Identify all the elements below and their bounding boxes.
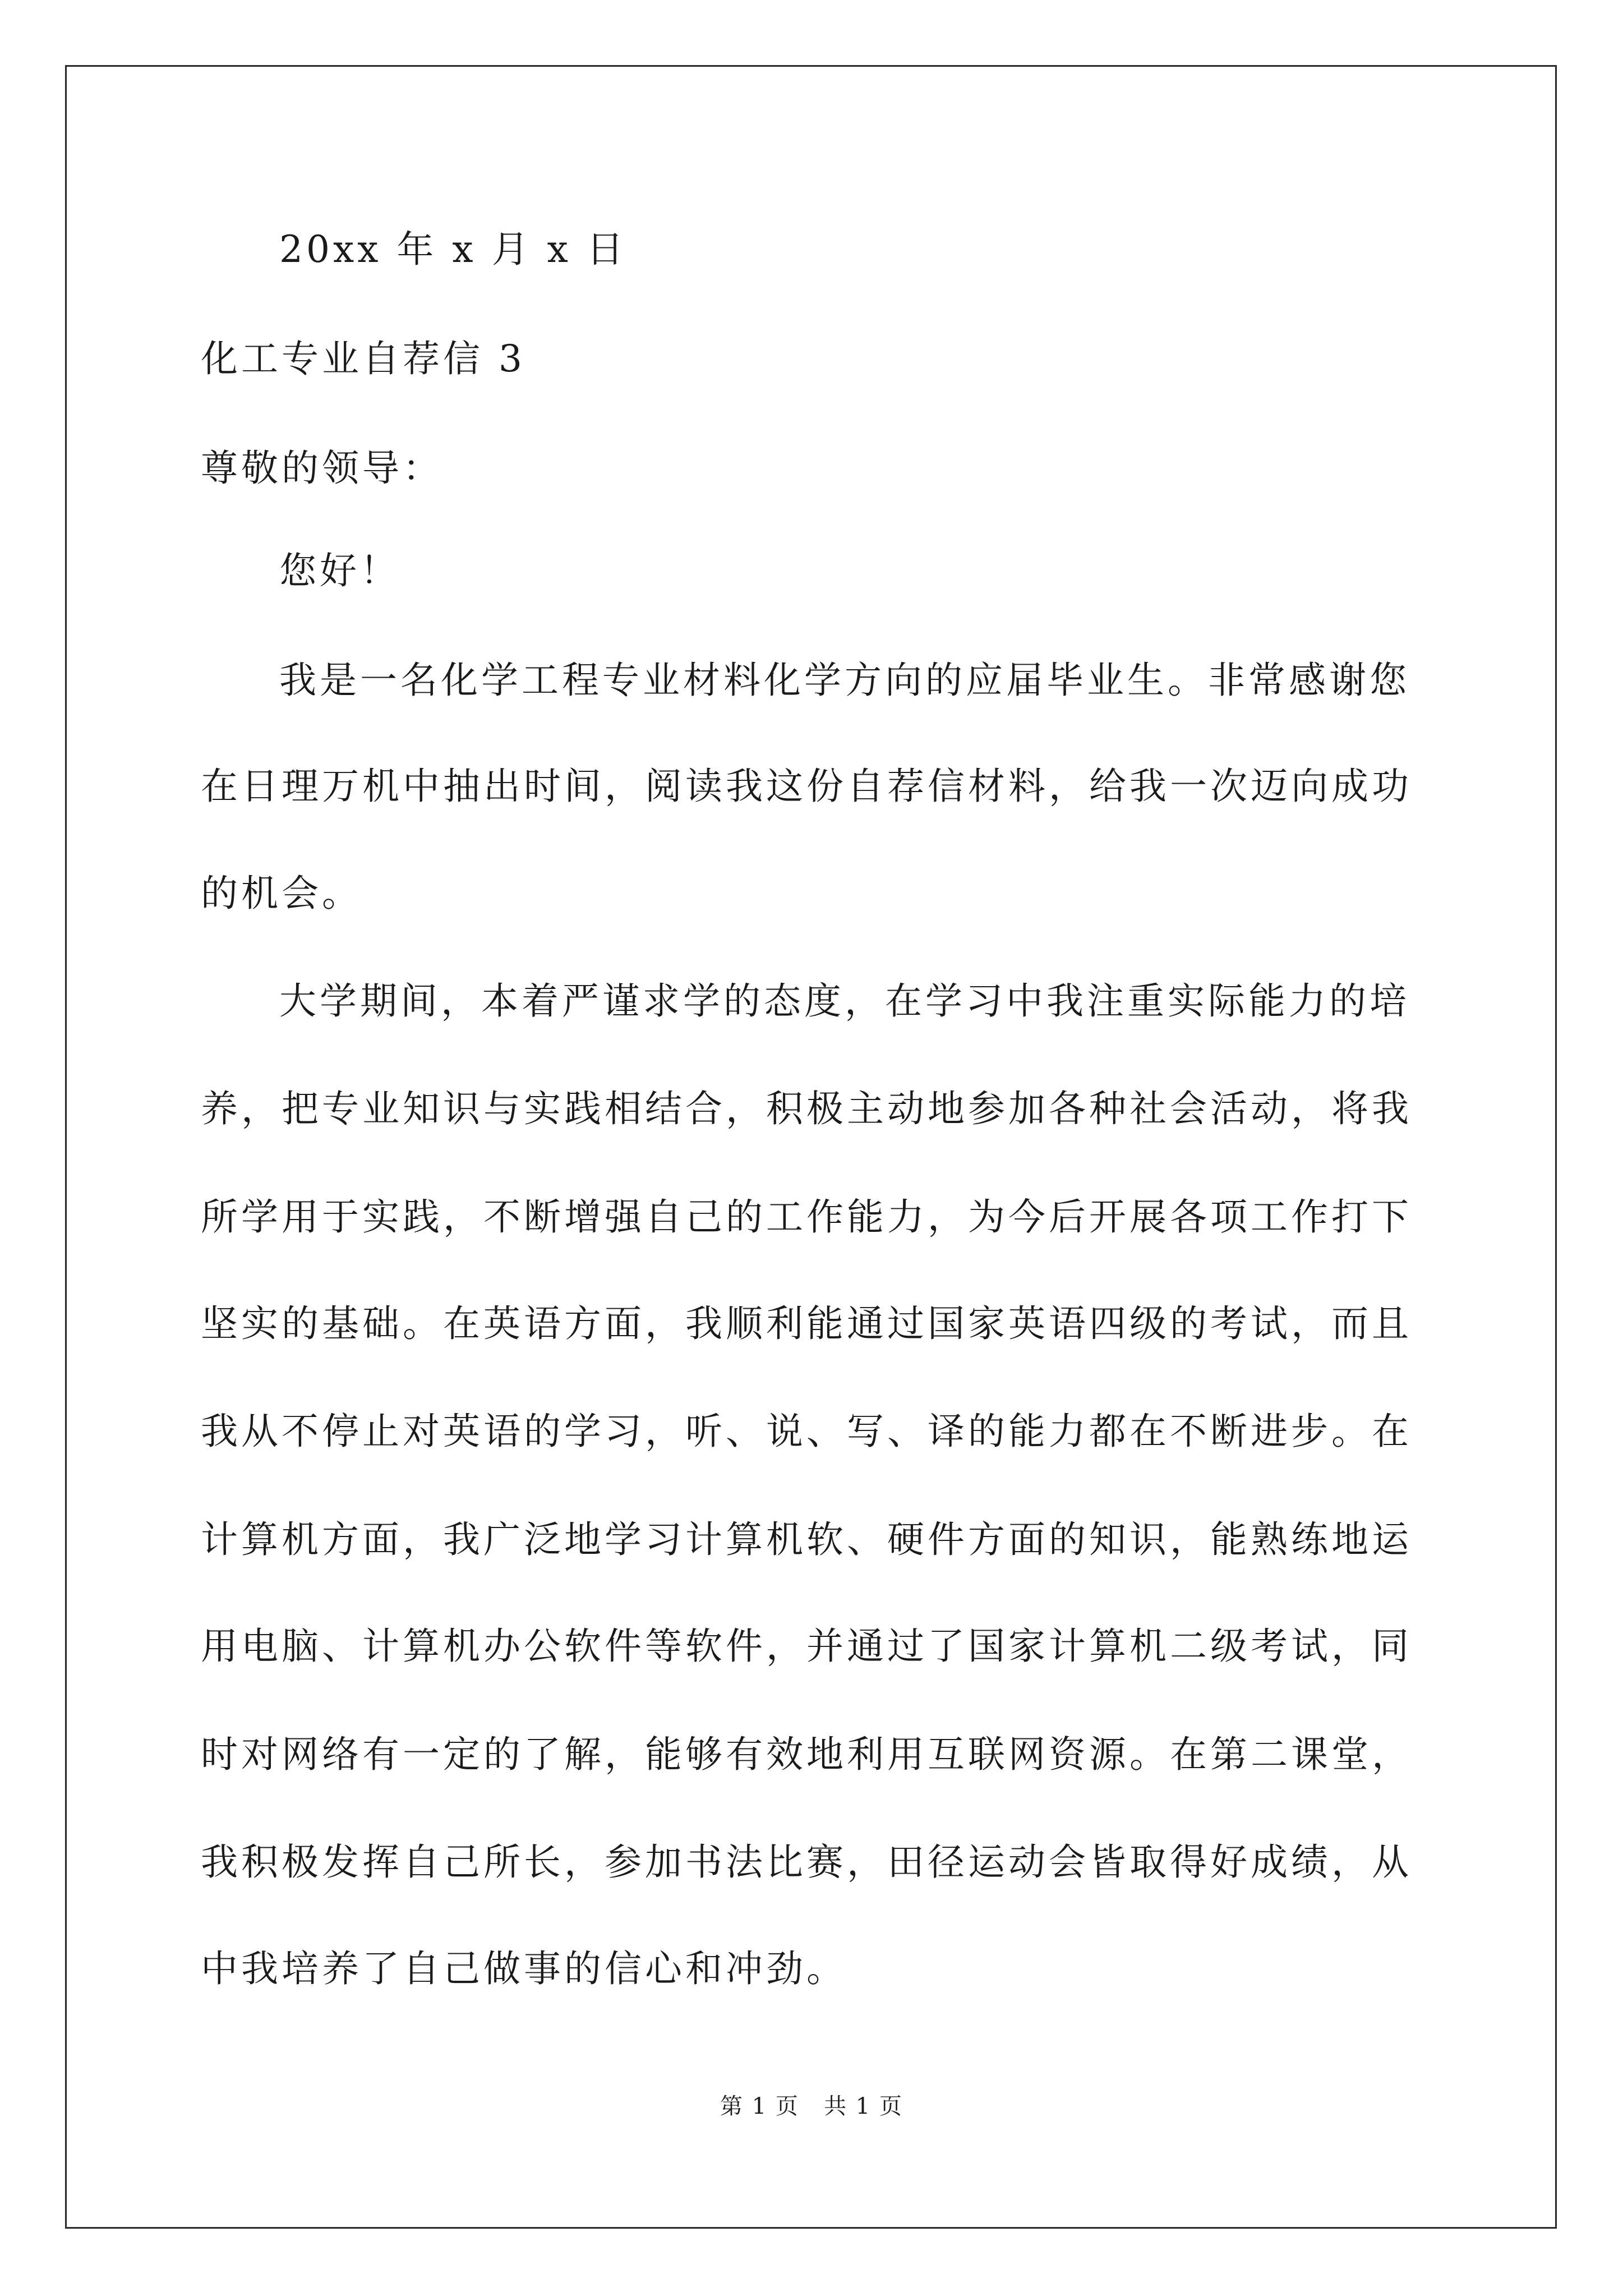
paragraph-line: 所学用于实践，不断增强自己的工作能力，为今后开展各项工作打下 — [201, 1195, 1412, 1239]
paragraph-line: 中我培养了自己做事的信心和冲劲。 — [201, 1947, 847, 1990]
paragraph-line: 我从不停止对英语的学习，听、说、写、译的能力都在不断进步。在 — [201, 1410, 1412, 1453]
greeting: 您好！ — [279, 549, 400, 592]
page-number-footer: 第 1 页 共 1 页 — [720, 2093, 903, 2119]
paragraph-line: 我积极发挥自己所长，参加书法比赛，田径运动会皆取得好成绩，从 — [201, 1841, 1412, 1884]
paragraph-line: 我是一名化学工程专业材料化学方向的应届毕业生。非常感谢您 — [279, 659, 1410, 702]
paragraph-line: 的机会。 — [201, 872, 362, 915]
date-line: 20xx 年 x 月 x 日 — [279, 228, 627, 271]
page-border — [65, 65, 1557, 2229]
paragraph-line: 养，把专业知识与实践相结合，积极主动地参加各种社会活动，将我 — [201, 1087, 1412, 1130]
paragraph-line: 大学期间，本着严谨求学的态度，在学习中我注重实际能力的培 — [279, 979, 1410, 1023]
paragraph-line: 时对网络有一定的了解，能够有效地利用互联网资源。在第二课堂， — [201, 1733, 1412, 1776]
paragraph-line: 用电脑、计算机办公软件等软件，并通过了国家计算机二级考试，同 — [201, 1625, 1412, 1668]
paragraph-line: 计算机方面，我广泛地学习计算机软、硬件方面的知识，能熟练地运 — [201, 1518, 1412, 1561]
paragraph-line: 在日理万机中抽出时间，阅读我这份自荐信材料，给我一次迈向成功 — [201, 765, 1412, 808]
salutation: 尊敬的领导： — [201, 447, 443, 490]
paragraph-line: 坚实的基础。在英语方面，我顺利能通过国家英语四级的考试，而且 — [201, 1302, 1412, 1345]
letter-title: 化工专业自荐信 3 — [201, 337, 525, 380]
